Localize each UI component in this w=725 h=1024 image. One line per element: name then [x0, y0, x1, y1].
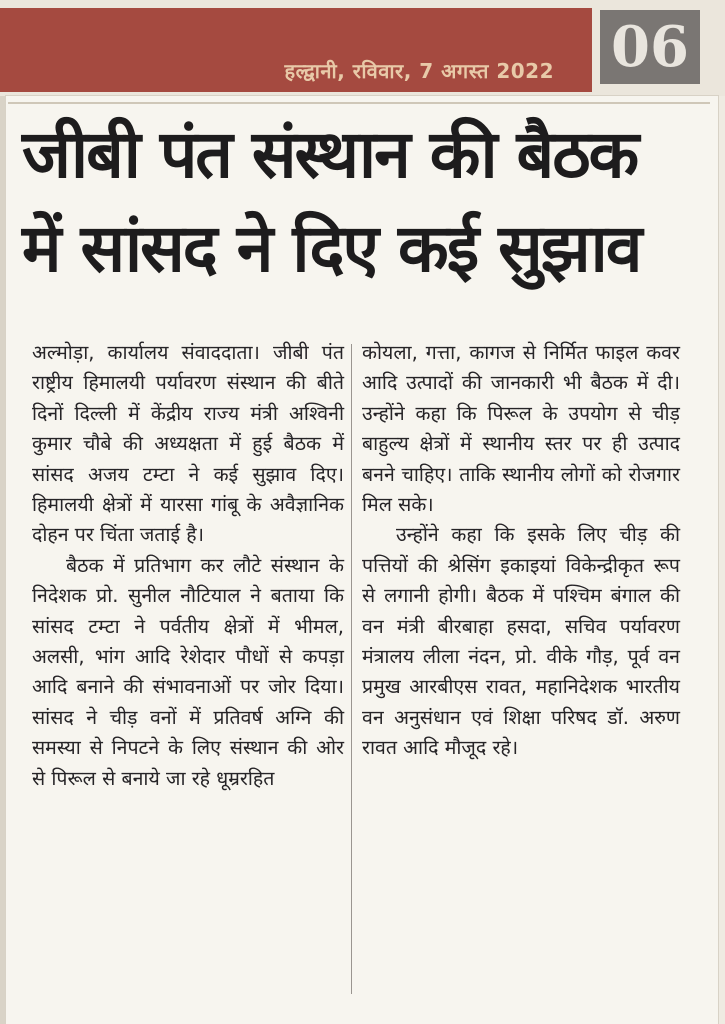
paragraph-closing: उन्होंने कहा कि इसके लिए चीड़ की पत्तियों की श्रेसिंग इकाइयां विकेन्द्रीकृत रूप से लगानी होगी। बैठक में पश्चिम बंगाल की वन मंत्री बीरबाहा हसदा, सचिव पर्यावरण मंत्रालय लीला नंदन, प्रो. वीके गौड़, पूर्व वन प्रमुख आरबीएस रावत, महानिदेशक भारतीय वन अनुसंधान एवं शिक्षा परिषद डॉ. अरुण रावत आदि मौजूद रहे। — [362, 523, 680, 760]
headline-line-1: जीबी पंत संस्थान की बैठक — [22, 116, 638, 193]
page-number: 06 — [600, 10, 700, 84]
dateline: हल्द्वानी, रविवार, 7 अगस्त 2022 — [284, 59, 554, 83]
top-rule — [8, 102, 710, 104]
paragraph-meeting: बैठक में प्रतिभाग कर लौटे संस्थान के निदेशक प्रो. सुनील नौटियाल ने बताया कि सांसद टम्टा ने पर्वतीय क्षेत्रों में भीमल, अलसी, भांग आदि रेशेदार पौधों से कपड़ा आदि बनाने की संभावनाओं पर जोर दिया। सांसद ने चीड़ वनों में प्रतिवर्ष अग्नि की समस्या से निपटने के लिए संस्थान की ओर से पिरूल से बनाये जा रहे धूम्ररहित — [32, 553, 344, 790]
article-column-left — [32, 338, 344, 794]
paragraph-intro: अल्मोड़ा, कार्यालय संवाददाता। जीबी पंत राष्ट्रीय हिमालयी पर्यावरण संस्थान की बीते दिनों दिल्ली में केंद्रीय राज्य मंत्री अश्विनी कुमार चौबे की अध्यक्षता में हुई बैठक में सांसद अजय टम्टा ने कई सुझाव दिए। हिमालयी क्षेत्रों में यारसा गांबू के अवैज्ञानिक दोहन पर चिंता जताई है। — [32, 341, 344, 547]
headline — [22, 108, 712, 296]
headline-line-2: में सांसद ने दिए कई सुझाव — [22, 210, 641, 287]
header-band — [0, 8, 592, 92]
paragraph-continuation: कोयला, गत्ता, कागज से निर्मित फाइल कवर आदि उत्पादों की जानकारी भी बैठक में दी। उन्होंने कहा कि पिरूल के उपयोग से चीड़ बाहुल्य क्षेत्रों में स्थानीय स्तर पर ही उत्पाद बनने चाहिए। ताकि स्थानीय लोगों को रोजगार मिल सके। — [362, 341, 680, 517]
column-divider — [351, 344, 352, 994]
article-column-right — [362, 338, 680, 764]
